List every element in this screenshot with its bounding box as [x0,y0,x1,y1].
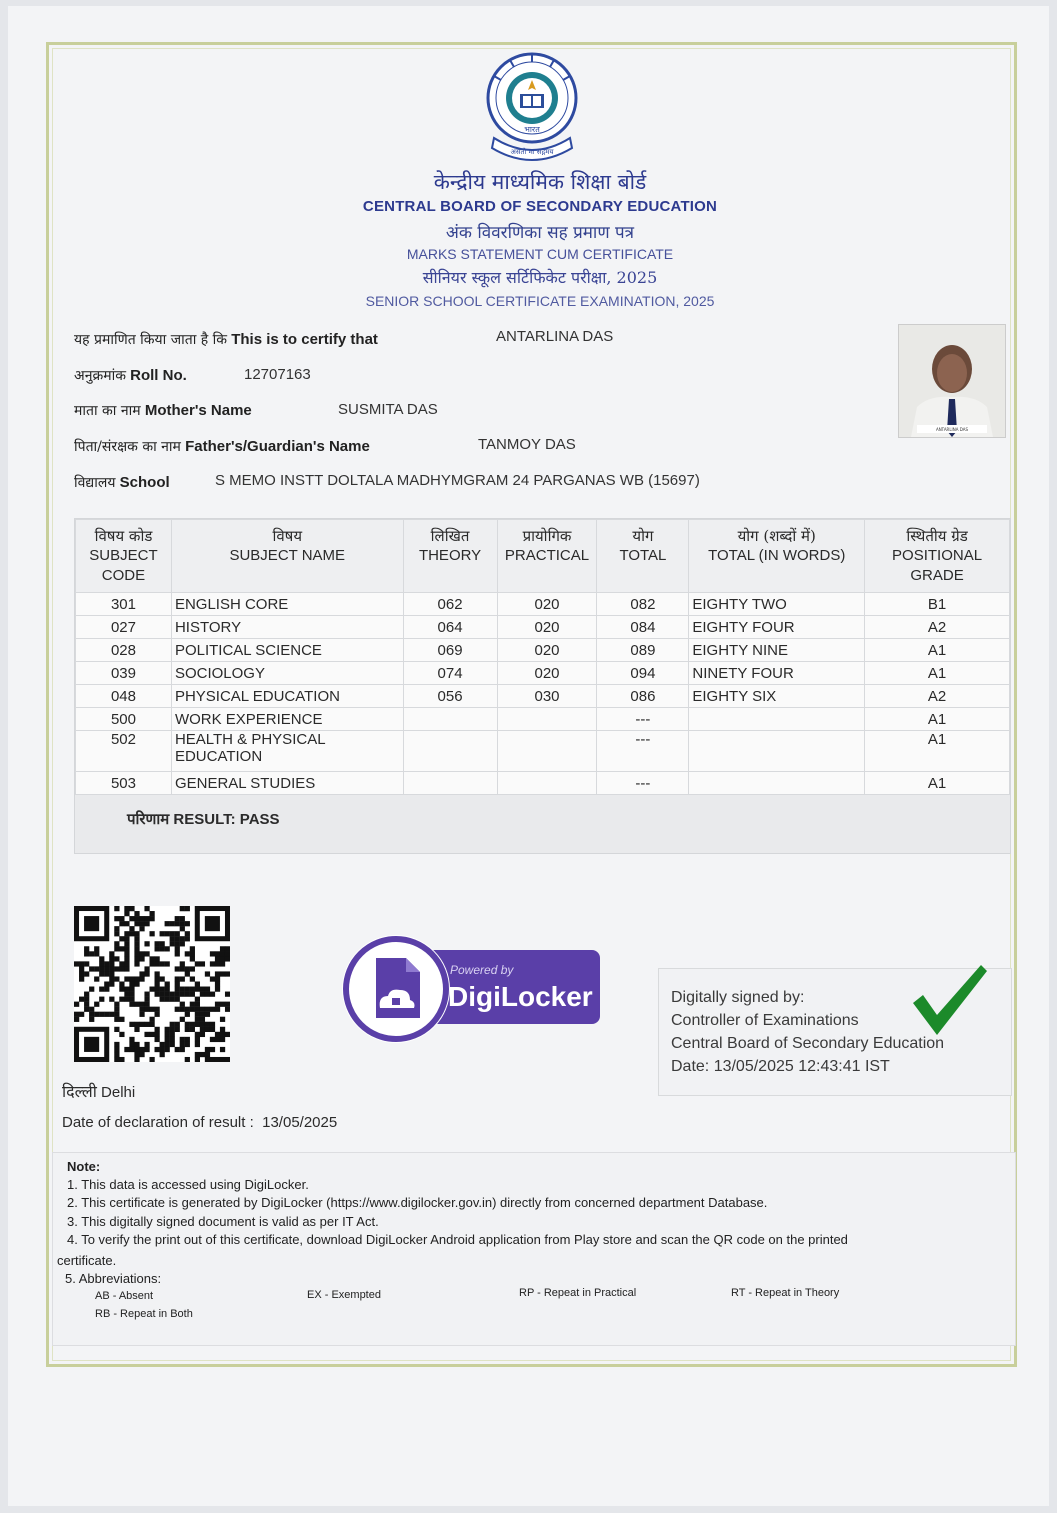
total-marks: 094 [597,662,689,685]
total-marks: 086 [597,685,689,708]
total-in-words [689,731,865,772]
subject-code: 039 [76,662,172,685]
header-subject-code: विषय कोड SUBJECT CODE [76,520,172,593]
digilocker-badge [340,934,602,1044]
subject-name: WORK EXPERIENCE [171,708,403,731]
grade: B1 [865,593,1010,616]
signed-by-label: Digitally signed by: [671,989,805,1006]
practical-marks: 020 [497,662,597,685]
abbreviation: RP - Repeat in Practical [519,1287,637,1299]
photo-caption: ANTARLINA DAS [935,427,969,432]
signer-organisation: Central Board of Secondary Education [671,1035,945,1052]
candidate-photo [898,324,1006,438]
theory-marks [403,708,497,731]
abbreviation: RB - Repeat in Both [95,1308,193,1320]
candidate-name: ANTARLINA DAS [496,328,614,345]
roll-no-label: अनुक्रमांक Roll No. [74,367,187,384]
header-positional-grade: स्थितीय ग्रेड POSITIONAL GRADE [865,520,1010,593]
header-theory: लिखित THEORY [403,520,497,593]
mother-name-label: माता का नाम Mother's Name [74,402,252,419]
table-row [76,662,1010,685]
theory-marks [403,772,497,795]
grade: A1 [865,731,1010,772]
cbse-logo-icon [480,50,584,170]
table-row [76,593,1010,616]
total-marks: --- [597,731,689,772]
logo-bharat-text: भारत [524,125,540,134]
total-in-words: EIGHTY FOUR [689,616,865,639]
marks-table-panel [74,518,1011,854]
table-row [76,685,1010,708]
theory-marks [403,731,497,772]
subject-name: POLITICAL SCIENCE [171,639,403,662]
digilocker-brand-text: DigiLocker [448,981,593,1012]
theory-marks: 074 [403,662,497,685]
note-item: 1. This data is accessed using DigiLocker. [67,1177,309,1192]
abbreviation: AB - Absent [95,1290,154,1302]
table-row [76,708,1010,731]
total-in-words [689,772,865,795]
declaration-date-line: Date of declaration of result : 13/05/2025 [62,1114,338,1131]
roll-no-value: 12707163 [244,366,311,383]
grade: A2 [865,616,1010,639]
total-in-words: EIGHTY SIX [689,685,865,708]
subject-code: 048 [76,685,172,708]
logo-motto-text: असतो मा सद्गमय [510,148,554,156]
qr-code-icon[interactable] [74,906,230,1062]
practical-marks [497,731,597,772]
powered-by-text: Powered by [450,963,514,977]
result-line: परिणाम RESULT: PASS [127,810,280,828]
digital-signature-box [658,968,1012,1096]
practical-marks [497,708,597,731]
total-marks: --- [597,772,689,795]
subject-name: HEALTH & PHYSICAL EDUCATION [171,731,403,772]
board-name-hindi: केन्द्रीय माध्यमिक शिक्षा बोर्ड [433,170,647,194]
total-in-words [689,708,865,731]
table-row [76,772,1010,795]
grade: A1 [865,708,1010,731]
practical-marks: 030 [497,685,597,708]
theory-marks: 056 [403,685,497,708]
subject-code: 502 [76,731,172,772]
subject-name: HISTORY [171,616,403,639]
subject-code: 027 [76,616,172,639]
note-title: Note: [67,1159,101,1174]
exam-title-english: SENIOR SCHOOL CERTIFICATE EXAMINATION, 2025 [365,293,715,309]
subject-name: GENERAL STUDIES [171,772,403,795]
school-value: S MEMO INSTT DOLTALA MADHYMGRAM 24 PARGANAS WB (15697) [215,472,700,489]
note-item: certificate. [57,1253,117,1268]
school-label: विद्यालय School [74,474,170,491]
statement-title-hindi: अंक विवरणिका सह प्रमाण पत्र [445,223,635,243]
total-marks: 084 [597,616,689,639]
marks-table [75,519,1010,795]
board-name-english: CENTRAL BOARD OF SECONDARY EDUCATION [362,198,718,215]
practical-marks: 020 [497,639,597,662]
header-practical: प्रायोगिक PRACTICAL [497,520,597,593]
grade: A1 [865,662,1010,685]
subject-name: ENGLISH CORE [171,593,403,616]
table-row [76,731,1010,772]
subject-code: 028 [76,639,172,662]
grade: A1 [865,639,1010,662]
subject-code: 500 [76,708,172,731]
declaration-date: 13/05/2025 [262,1114,338,1131]
table-row [76,639,1010,662]
practical-marks [497,772,597,795]
note-item: 2. This certificate is generated by DigiLocker (https://www.digilocker.gov.in) directly from concerned department Database. [67,1195,768,1210]
total-in-words: NINETY FOUR [689,662,865,685]
mother-name-value: SUSMITA DAS [338,401,438,418]
signature-date: Date: 13/05/2025 12:43:41 IST [671,1058,890,1075]
exam-title-hindi: सीनियर स्कूल सर्टिफिकेट परीक्षा, 2025 [422,268,658,287]
subject-name: SOCIOLOGY [171,662,403,685]
header-total-in-words: योग (शब्दों में) TOTAL (IN WORDS) [689,520,865,593]
statement-title-english: MARKS STATEMENT CUM CERTIFICATE [406,246,674,262]
header-total: योग TOTAL [597,520,689,593]
total-in-words: EIGHTY TWO [689,593,865,616]
practical-marks: 020 [497,616,597,639]
subject-code: 503 [76,772,172,795]
header-subject-name: विषय SUBJECT NAME [171,520,403,593]
total-marks: --- [597,708,689,731]
signature-valid-check-icon [909,961,989,1041]
subject-code: 301 [76,593,172,616]
theory-marks: 064 [403,616,497,639]
total-in-words: EIGHTY NINE [689,639,865,662]
grade: A2 [865,685,1010,708]
father-name-value: TANMOY DAS [478,436,576,453]
note-item: 4. To verify the print out of this certificate, download DigiLocker Android application from Play store and scan the QR code on the printed [67,1232,848,1247]
father-name-label: पिता/संरक्षक का नाम Father's/Guardian's Name [74,438,370,455]
signer-title: Controller of Examinations [671,1012,859,1029]
subject-name: PHYSICAL EDUCATION [171,685,403,708]
table-row [76,616,1010,639]
table-header-row [76,520,1010,593]
total-marks: 082 [597,593,689,616]
abbreviation: RT - Repeat in Theory [731,1287,840,1299]
note-item: 5. Abbreviations: [65,1271,162,1286]
notes-section [52,1152,1016,1346]
note-item: 3. This digitally signed document is valid as per IT Act. [67,1214,379,1229]
practical-marks: 020 [497,593,597,616]
abbreviation: EX - Exempted [307,1289,381,1301]
certify-line: यह प्रमाणित किया जाता है कि This is to certify that [74,331,378,348]
total-marks: 089 [597,639,689,662]
place-of-issue: दिल्ली Delhi [62,1082,136,1101]
theory-marks: 069 [403,639,497,662]
grade: A1 [865,772,1010,795]
theory-marks: 062 [403,593,497,616]
